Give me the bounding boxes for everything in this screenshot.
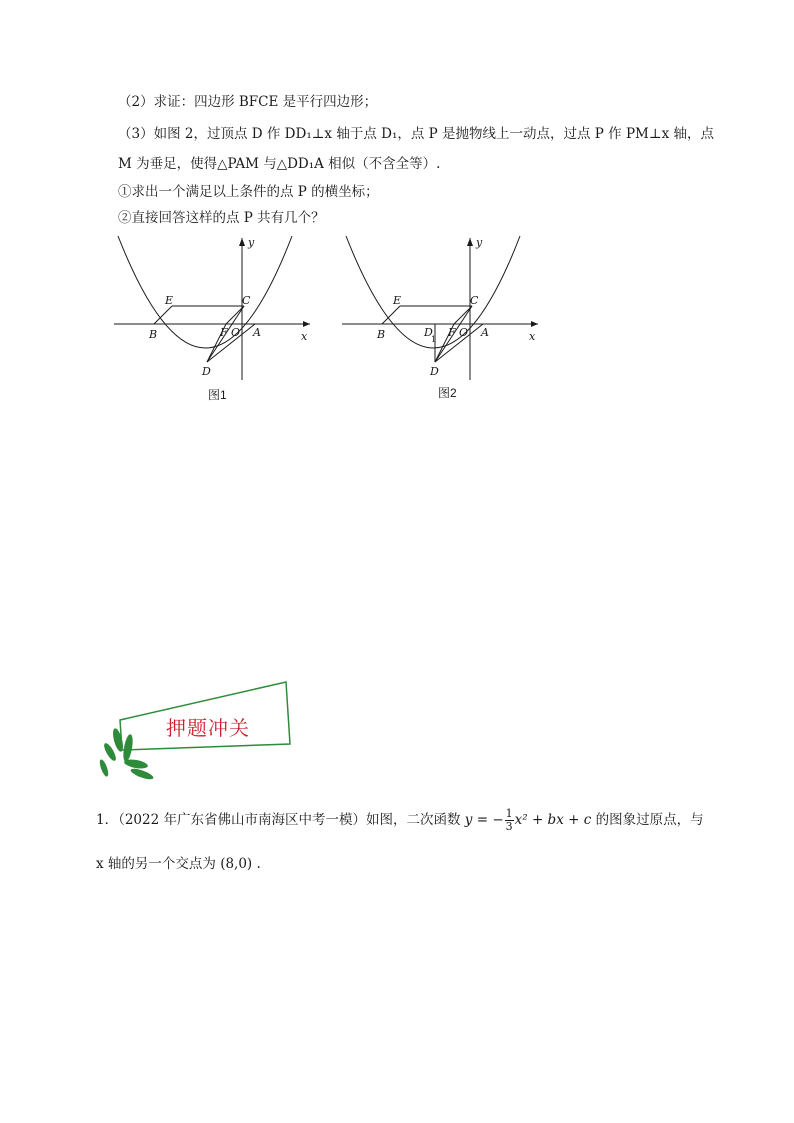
- section-title: 押题冲关: [166, 716, 250, 740]
- figure-1-caption: 图1: [208, 388, 227, 402]
- problem-sub1: ①求出一个满足以上条件的点 P 的横坐标；: [118, 184, 379, 200]
- fig2-label-F: F: [448, 326, 456, 339]
- problem-part3-line1: （3）如图 2，过顶点 D 作 DD₁⊥x 轴于点 D₁，点 P 是抛物线上一动点，过点 P 作 PM⊥x 轴，点: [118, 126, 714, 142]
- fig2-label-B: B: [377, 328, 386, 341]
- problem-part2: （2）求证：四边形 BFCE 是平行四边形；: [118, 94, 378, 110]
- problem-part3-line2: M 为垂足，使得△PAM 与△DD₁A 相似（不含全等）.: [118, 156, 441, 172]
- fig1-label-B: B: [149, 328, 158, 341]
- figure-1: [110, 230, 320, 380]
- question-1-line2: x 轴的另一个交点为 (8,0) .: [96, 856, 261, 872]
- fig2-label-D: D: [430, 365, 439, 378]
- problem-sub2: ②直接回答这样的点 P 共有几个？: [118, 210, 325, 226]
- fig1-label-F: F: [220, 326, 228, 339]
- question-1-prefix: 1．（2022 年广东省佛山市南海区中考一模）如图，二次函数: [96, 812, 461, 828]
- fig2-label-A: A: [481, 326, 489, 339]
- fig2-label-O: O: [459, 326, 469, 339]
- fig1-label-x: x: [301, 330, 308, 343]
- fraction-numerator: 1: [505, 807, 513, 820]
- figure-2: [338, 230, 548, 380]
- fig1-label-A: A: [253, 326, 261, 339]
- question-1-suffix: 的图象过原点，与: [595, 812, 704, 828]
- fig1-label-D: D: [202, 365, 211, 378]
- fraction-denominator: 3: [505, 820, 513, 833]
- question-1-formula-end: x² + bx + c: [514, 812, 592, 828]
- fig2-label-y: y: [476, 236, 483, 249]
- fig1-label-y: y: [248, 236, 255, 249]
- fig2-label-C: C: [470, 294, 479, 307]
- question-1-line1: [96, 808, 704, 833]
- fig2-label-E: E: [393, 294, 402, 307]
- fig2-label-x: x: [529, 330, 536, 343]
- question-1-formula-start: y = −: [464, 812, 504, 828]
- fig1-label-C: C: [242, 294, 251, 307]
- fig1-label-E: E: [165, 294, 174, 307]
- fig2-label-D1: D: [424, 326, 433, 339]
- fig2-label-D1-sub: 1: [431, 335, 437, 344]
- question-1-fraction: [505, 808, 514, 833]
- figure-2-caption: 图2: [438, 386, 457, 400]
- fig1-label-O: O: [231, 326, 241, 339]
